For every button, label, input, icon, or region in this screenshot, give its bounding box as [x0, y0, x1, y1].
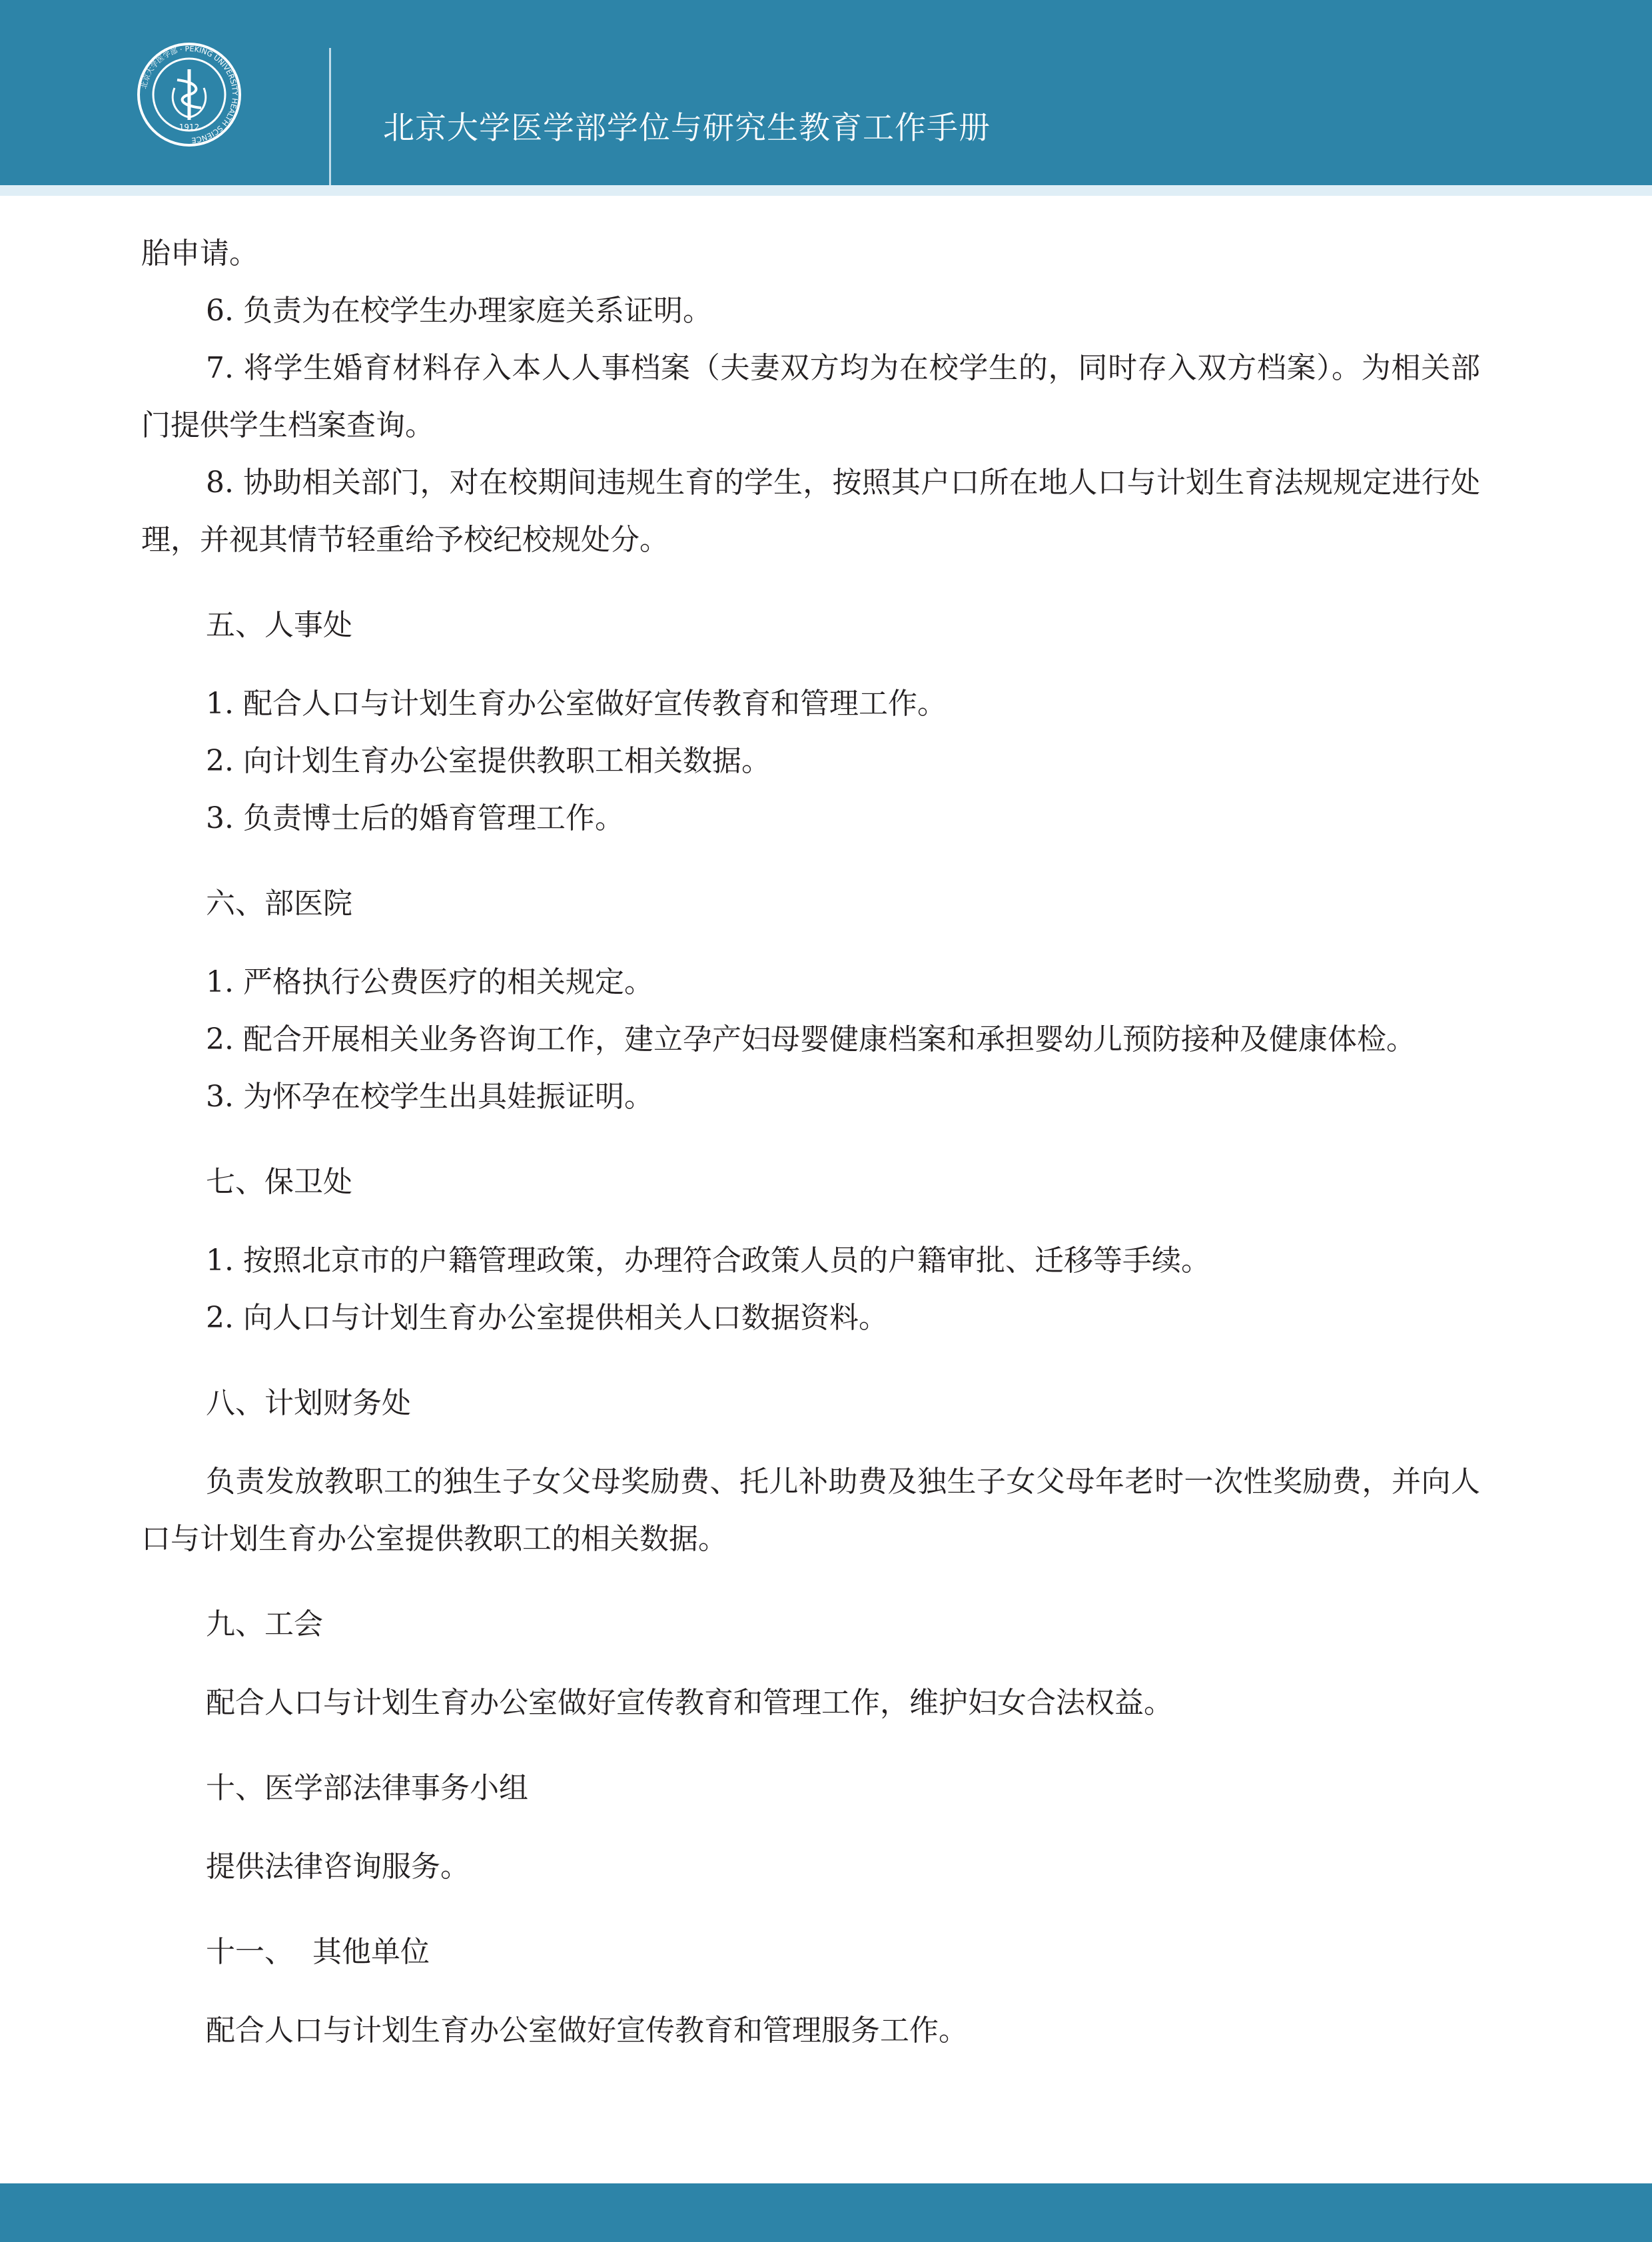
paragraph: 提供法律咨询服务。 [206, 1850, 470, 1884]
section-heading-union: 九、工会 [206, 1607, 323, 1641]
section-heading-legal: 十、医学部法律事务小组 [206, 1771, 528, 1805]
page-content [141, 225, 1480, 2059]
paragraph: 配合人口与计划生育办公室做好宣传教育和管理工作，维护妇女合法权益。 [206, 1686, 1173, 1720]
page-header [0, 0, 1652, 185]
paragraph: 3. 为怀孕在校学生出具娃振证明。 [206, 1080, 653, 1114]
paragraph: 7. 将学生婚育材料存入本人人事档案（夫妻双方均为在校学生的，同时存入双方档案）。为相关部门提供学生档案查询。 [141, 351, 1480, 442]
university-seal-icon [136, 41, 242, 148]
header-strip [0, 185, 1652, 196]
paragraph-continued: 胎申请。 [141, 236, 258, 270]
paragraph: 1. 严格执行公费医疗的相关规定。 [206, 965, 653, 999]
header-title: 北京大学医学部学位与研究生教育工作手册 [383, 110, 991, 147]
section-heading-others: 十一、 其他单位 [206, 1935, 430, 1969]
header-divider [329, 48, 331, 185]
seal-year: 1912 [179, 123, 200, 132]
paragraph: 8. 协助相关部门，对在校期间违规生育的学生，按照其户口所在地人口与计划生育法规规定进行处理，并视其情节轻重给予校纪校规处分。 [141, 466, 1480, 557]
seal-ring-text: 北京大学医学部 · PEKING UNIVERSITY HEALTH SCIENCE [139, 44, 240, 145]
paragraph: 2. 配合开展相关业务咨询工作，建立孕产妇母婴健康档案和承担婴幼儿预防接种及健康体检。 [206, 1022, 1416, 1056]
paragraph: 1. 配合人口与计划生育办公室做好宣传教育和管理工作。 [206, 687, 947, 721]
paragraph: 2. 向计划生育办公室提供教职工相关数据。 [206, 744, 771, 778]
paragraph: 配合人口与计划生育办公室做好宣传教育和管理服务工作。 [206, 2014, 968, 2048]
paragraph: 2. 向人口与计划生育办公室提供相关人口数据资料。 [206, 1301, 888, 1335]
page-footer-band [0, 2183, 1652, 2242]
paragraph: 6. 负责为在校学生办理家庭关系证明。 [206, 294, 712, 328]
paragraph: 负责发放教职工的独生子女父母奖励费、托儿补助费及独生子女父母年老时一次性奖励费，并向人口与计划生育办公室提供教职工的相关数据。 [141, 1465, 1480, 1556]
section-heading-hospital: 六、部医院 [206, 887, 352, 921]
paragraph: 1. 按照北京市的户籍管理政策，办理符合政策人员的户籍审批、迁移等手续。 [206, 1244, 1210, 1278]
section-heading-finance: 八、计划财务处 [206, 1386, 411, 1420]
section-heading-security: 七、保卫处 [206, 1165, 352, 1199]
paragraph: 3. 负责博士后的婚育管理工作。 [206, 801, 624, 835]
section-heading-personnel: 五、人事处 [206, 608, 352, 642]
